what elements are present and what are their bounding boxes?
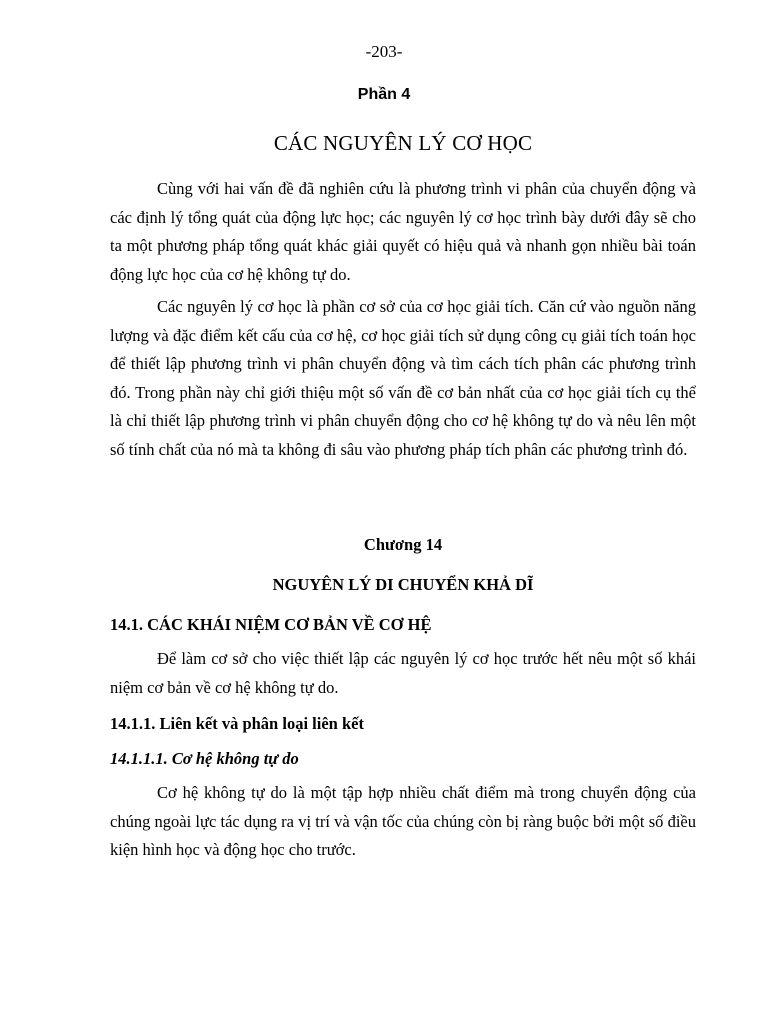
- intro-paragraph-1: Cùng với hai vấn đề đã nghiên cứu là phương trình vi phân của chuyển động và các định lý tổng quát của động lực học; các nguyên lý cơ học trình bày dưới đây sẽ cho ta một phương pháp tổng quát khác giải quyết có hiệu quả và nhanh gọn nhiều bài toán động lực học của cơ hệ không tự do.: [110, 179, 696, 284]
- page-number: -203-: [365, 42, 403, 61]
- section-heading-14-1: 14.1. CÁC KHÁI NIỆM CƠ BẢN VỀ CƠ HỆ: [110, 615, 432, 634]
- section-heading-14-1-1-1: 14.1.1.1. Cơ hệ không tự do: [110, 749, 299, 768]
- section-14-1-paragraph: Để làm cơ sở cho việc thiết lập các nguyên lý cơ học trước hết nêu một số khái niệm cơ bản về cơ hệ không tự do.: [110, 649, 696, 697]
- section-14-1-1-1-paragraph: Cơ hệ không tự do là một tập hợp nhiều chất điểm mà trong chuyển động của chúng ngoài lực tác dụng ra vị trí và vận tốc của chúng còn bị ràng buộc bởi một số điều kiện hình học và động học cho trước.: [110, 783, 696, 859]
- intro-paragraph-2: Các nguyên lý cơ học là phần cơ sở của cơ học giải tích. Căn cứ vào nguồn năng lượng và đặc điểm kết cấu của cơ hệ, cơ học giải tích sử dụng công cụ giải tích toán học để thiết lập phương trình vi phân chuyển động và tìm cách tích phân các phương trình đó. Trong phần này chỉ giới thiệu một số vấn đề cơ bản nhất của cơ học giải tích cụ thể là chỉ thiết lập phương trình vi phân chuyển động cho cơ hệ không tự do và nêu lên một số tính chất của nó mà ta không đi sâu vào phương pháp tích phân các phương trình đó.: [110, 297, 696, 459]
- part-heading: CÁC NGUYÊN LÝ CƠ HỌC: [273, 131, 533, 155]
- chapter-title: NGUYÊN LÝ DI CHUYỂN KHẢ DĨ: [272, 575, 534, 594]
- section-heading-14-1-1: 14.1.1. Liên kết và phân loại liên kết: [110, 714, 364, 733]
- chapter-label: Chương 14: [363, 535, 443, 554]
- part-label: Phần 4: [357, 86, 411, 103]
